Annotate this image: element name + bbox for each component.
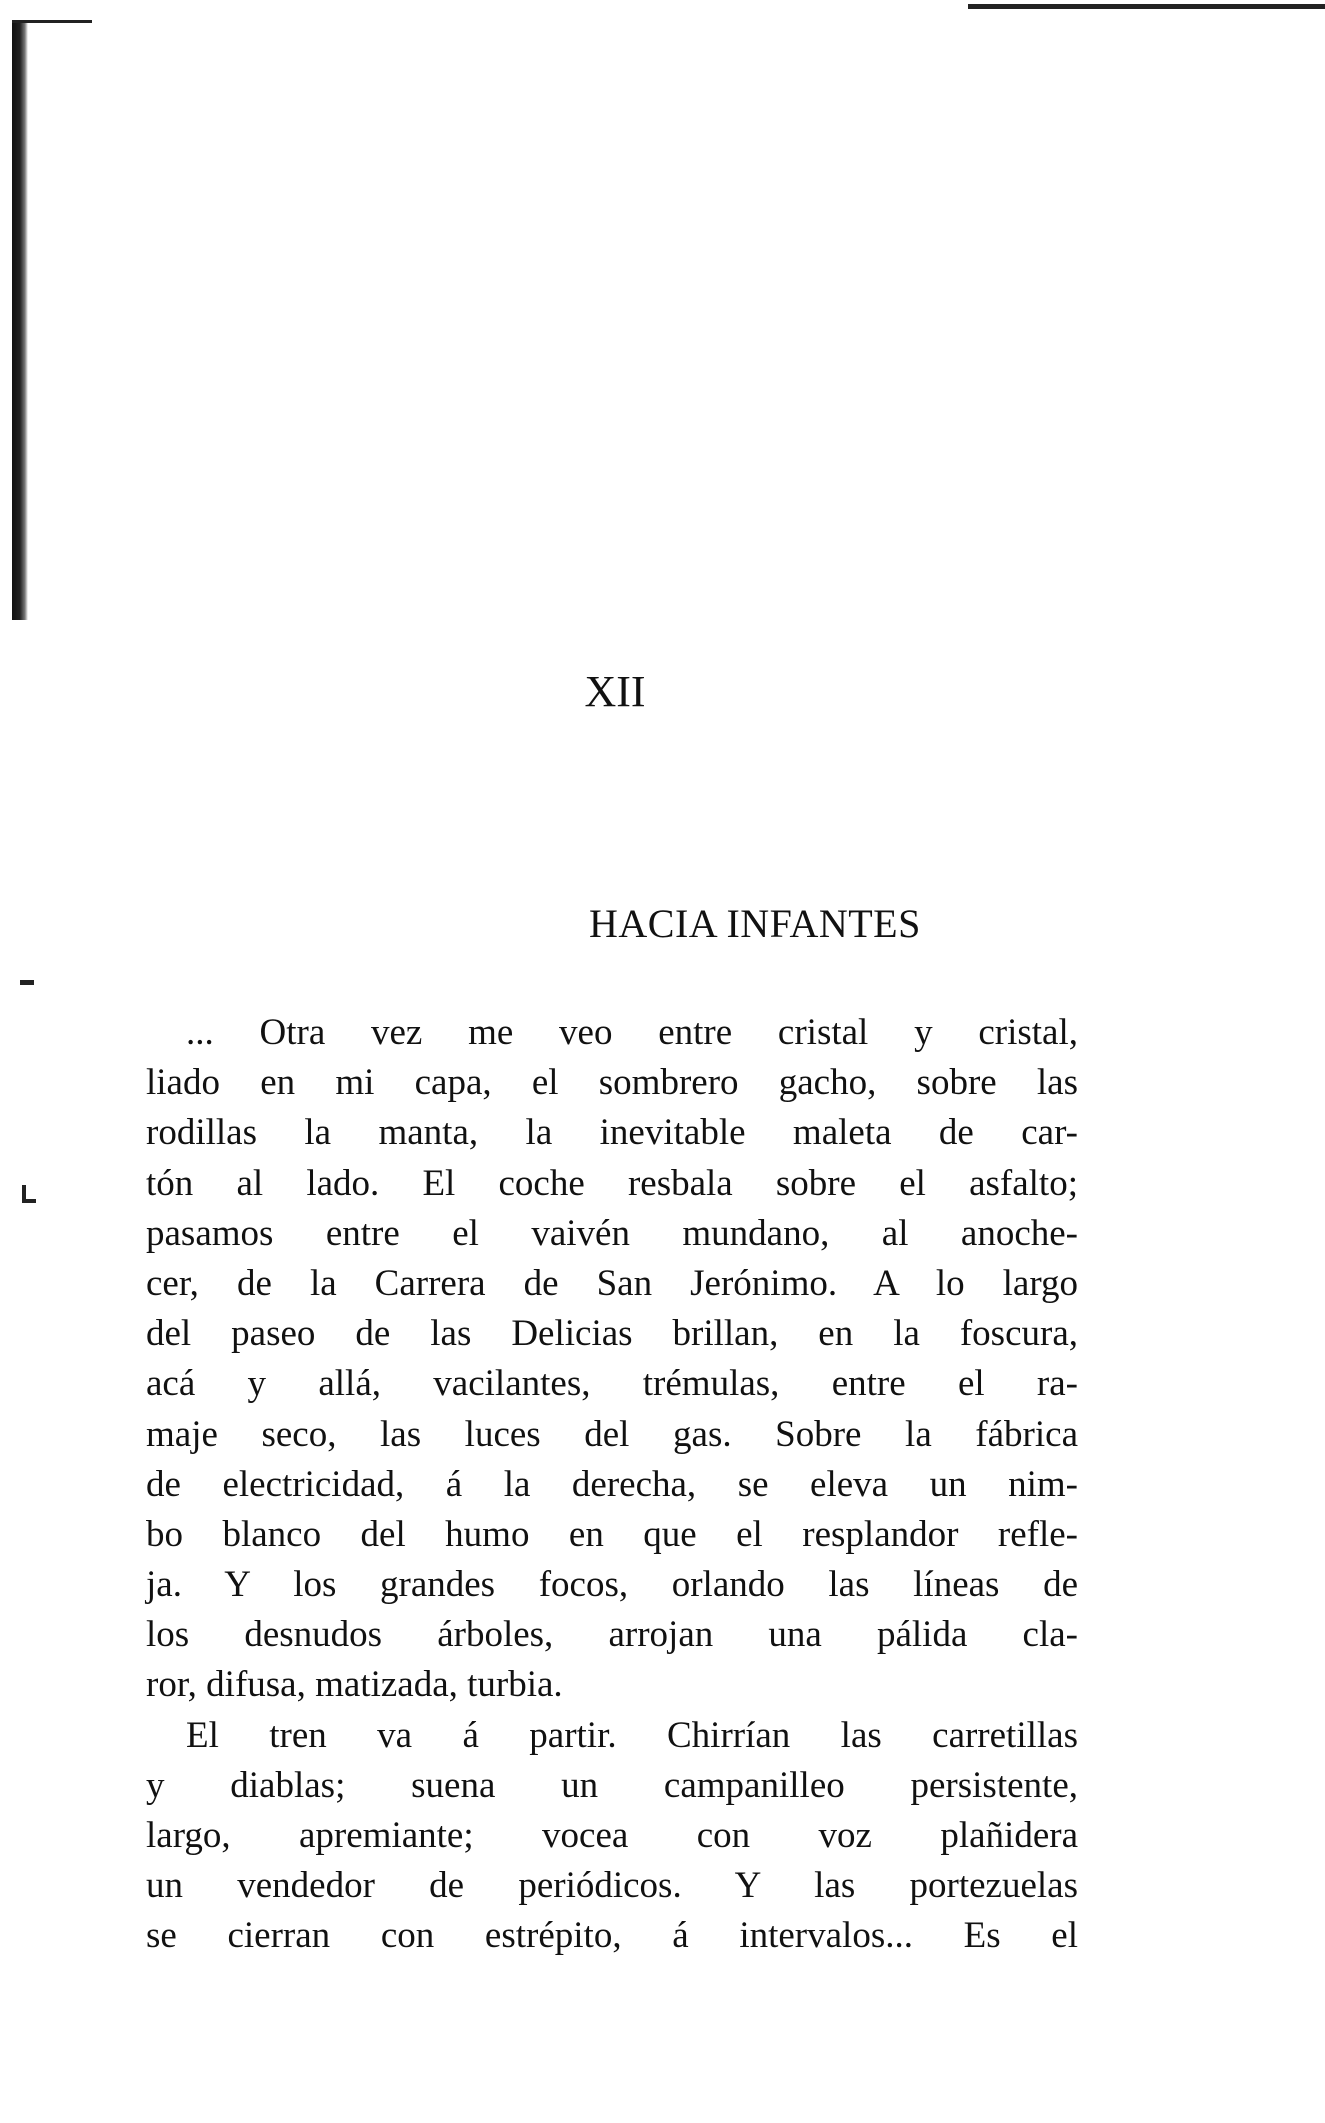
text-line-content: El tren va á partir. Chirrían las carretillas xyxy=(186,1714,1078,1756)
paragraph xyxy=(146,1711,1078,1962)
text-line-content: largo, apremiante; vocea con voz plañidera xyxy=(146,1815,1078,1856)
text-line xyxy=(146,1259,1078,1309)
text-line-content: y diablas; suena un campanilleo persistente, xyxy=(146,1764,1078,1806)
text-line xyxy=(146,1811,1078,1861)
text-line-content: bo blanco del humo en que el resplandor refle- xyxy=(146,1513,1078,1555)
paragraph xyxy=(146,1008,1078,1711)
body-text xyxy=(146,1008,1078,1962)
text-line xyxy=(146,1410,1078,1460)
text-line xyxy=(146,1510,1078,1560)
page-scan-edge-top-right xyxy=(968,4,1325,9)
chapter-title: HACIA INFANTES xyxy=(589,901,921,946)
text-line-content: los desnudos árboles, arrojan una pálida cla- xyxy=(146,1614,1078,1656)
text-line xyxy=(146,1159,1078,1209)
text-line xyxy=(146,1861,1078,1911)
text-line-content: del paseo de las Delicias brillan, en la foscura, xyxy=(146,1313,1078,1355)
text-line-content: acá y allá, vacilantes, trémulas, entre el ra- xyxy=(146,1363,1078,1405)
scan-mark xyxy=(20,980,34,985)
text-line xyxy=(146,1660,1078,1710)
scan-mark xyxy=(22,1199,36,1203)
text-line xyxy=(146,1058,1078,1108)
text-line xyxy=(146,1911,1078,1961)
text-line xyxy=(146,1209,1078,1259)
text-line-content: rodillas la manta, la inevitable maleta de car- xyxy=(146,1112,1078,1154)
text-line-content: ror, difusa, matizada, turbia. xyxy=(146,1664,563,1706)
text-line-content: un vendedor de periódicos. Y las portezuelas xyxy=(146,1865,1078,1907)
text-line xyxy=(146,1108,1078,1158)
text-line-content: de electricidad, á la derecha, se eleva un nim- xyxy=(146,1463,1078,1505)
text-line-content: tón al lado. El coche resbala sobre el asfalto; xyxy=(146,1162,1078,1204)
page-scan-edge-top-left xyxy=(12,20,92,23)
text-line xyxy=(146,1761,1078,1811)
text-line-content: ja. Y los grandes focos, orlando las líneas de xyxy=(146,1564,1078,1606)
text-line xyxy=(146,1610,1078,1660)
text-line-content: maje seco, las luces del gas. Sobre la fábrica xyxy=(146,1413,1078,1455)
page-scan-edge xyxy=(12,20,28,620)
text-line-content: cer, de la Carrera de San Jerónimo. A lo largo xyxy=(146,1262,1078,1304)
text-line xyxy=(146,1711,1078,1761)
text-line xyxy=(146,1560,1078,1610)
text-line-content: liado en mi capa, el sombrero gacho, sobre las xyxy=(146,1062,1078,1104)
text-line-content: pasamos entre el vaivén mundano, al anoche- xyxy=(146,1212,1078,1254)
text-line xyxy=(146,1359,1078,1409)
text-line-content: se cierran con estrépito, á intervalos... Es el xyxy=(146,1915,1078,1957)
text-line xyxy=(146,1008,1078,1058)
chapter-number: XII xyxy=(584,667,646,716)
text-line xyxy=(146,1460,1078,1510)
text-line xyxy=(146,1309,1078,1359)
text-line-content: ... Otra vez me veo entre cristal y cristal, xyxy=(186,1012,1078,1053)
